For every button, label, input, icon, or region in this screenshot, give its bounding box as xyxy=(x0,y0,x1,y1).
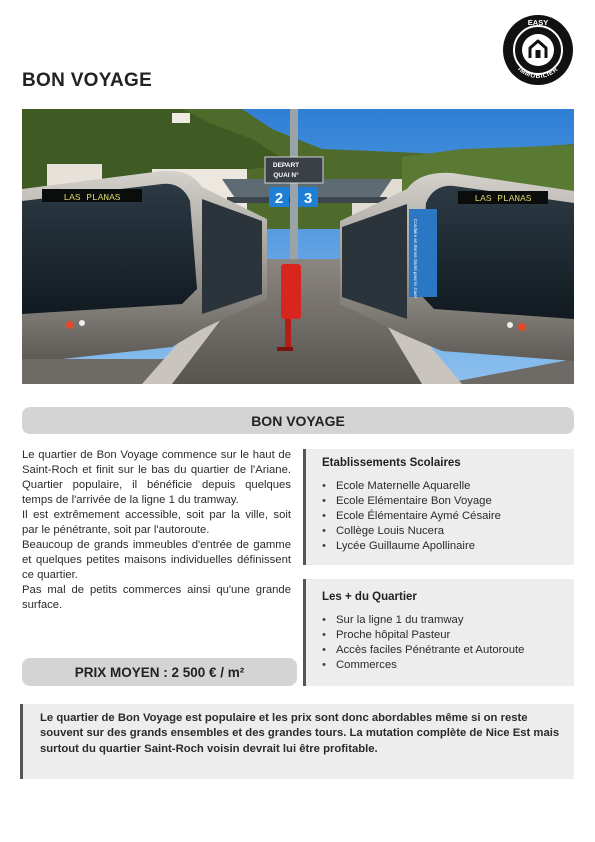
summary-note: Le quartier de Bon Voyage est populaire et les prix sont donc abordables même si on reste souvent sur des grands ensembles et des grandes tours. La mutation complète de Nice Est mais surtout du quartier Saint-Roch voisin devrait lui être profitable. xyxy=(20,704,574,779)
list-item: • Accès faciles Pénétrante et Autoroute xyxy=(322,643,564,658)
list-item: • Sur la ligne 1 du tramway xyxy=(322,613,564,628)
tram-sign-right: LAS PLANAS xyxy=(474,193,532,204)
tram-sign-left: LAS PLANAS xyxy=(63,192,121,203)
list-item: • Ecole Élémentaire Aymé Césaire xyxy=(322,509,564,524)
schools-box xyxy=(303,449,574,565)
list-item: • Lycée Guillaume Apollinaire xyxy=(322,539,564,554)
section-banner: BON VOYAGE xyxy=(22,407,574,434)
average-price: PRIX MOYEN : 2 500 € / m² xyxy=(22,658,297,686)
description-paragraph: Pas mal de petits commerces ainsi qu'une grande surface. xyxy=(22,584,291,611)
tram-station-photo xyxy=(22,109,574,384)
list-item: • Proche hôpital Pasteur xyxy=(322,628,564,643)
station-sign-line2: QUAI N° xyxy=(273,172,299,179)
list-item: • Ecole Elémentaire Bon Voyage xyxy=(322,494,564,509)
easy-immobilier-logo xyxy=(502,14,574,86)
list-item: • Commerces xyxy=(322,658,564,673)
list-item: • Ecole Maternelle Aquarelle xyxy=(322,479,564,494)
schools-list xyxy=(322,479,564,554)
neighborhood-description xyxy=(22,448,291,613)
platform-number-2: 2 xyxy=(274,190,284,207)
advantages-title: Les + du Quartier xyxy=(322,591,417,603)
list-item: • Collège Louis Nucera xyxy=(322,524,564,539)
tram-ad-text: Conduire en Bonne Santé pour le Joue! xyxy=(413,219,418,299)
platform-number-3: 3 xyxy=(303,190,313,207)
description-paragraph: Beaucoup de grands immeubles d'entrée de gamme et quelques petites maisons individuelles définissent ce quartier. xyxy=(22,539,291,581)
logo-text-top: EASY xyxy=(527,18,549,27)
schools-title: Etablissements Scolaires xyxy=(322,457,461,469)
logo-text-bottom: IMMOBILIER xyxy=(516,65,560,81)
station-sign-line1: DEPART xyxy=(272,162,300,169)
description-paragraph: Il est extrêmement accessible, soit par la ville, soit par le pénétrante, soit par l'autoroute. xyxy=(22,509,291,536)
advantages-list xyxy=(322,613,564,673)
neighborhood-advantages-box xyxy=(303,579,574,686)
page-title: BON VOYAGE xyxy=(22,70,153,91)
description-paragraph: Le quartier de Bon Voyage commence sur le haut de Saint-Roch et finit sur le bas du quartier de l'Ariane. Quartier populaire, il bénéficie depuis quelques temps de l'arrivée de la ligne 1 du tramway. xyxy=(22,449,291,506)
